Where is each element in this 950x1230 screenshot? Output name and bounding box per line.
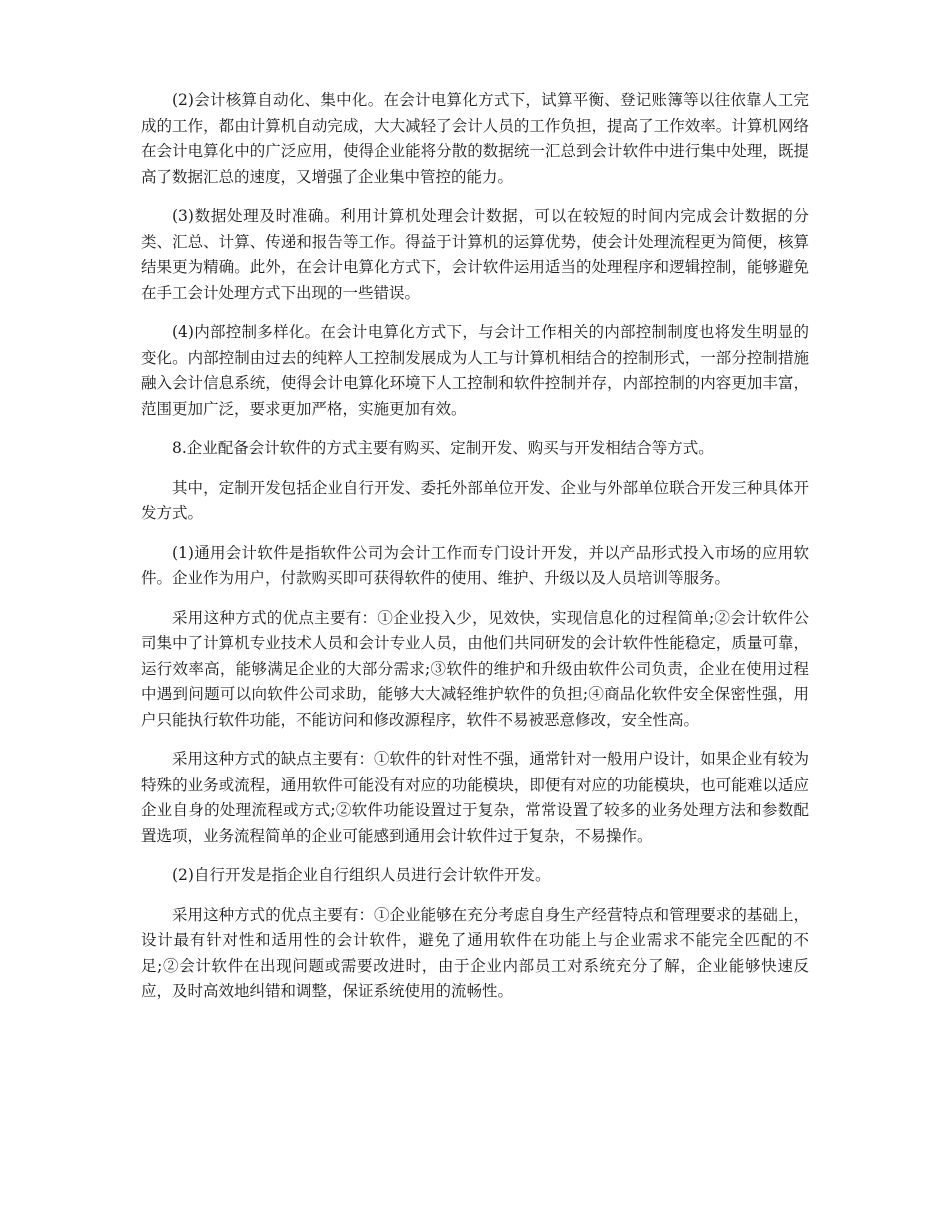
paragraph-self-development: (2)自行开发是指企业自行组织人员进行会计软件开发。: [172, 866, 551, 884]
paragraph-self-advantages: 采用这种方式的优点主要有：①企业能够在充分考虑自身生产经营特点和管理要求的基础上，设计最有针对性和适用性的会计软件，避免了通用软件在功能上与企业需求不能完全匹配的不足;②会计软件在出现问题或需要改进时，由于企业内部员工对系统充分了解，企业能够快速反应，及时高效地纠错和调整，保证系统使用的流畅性。: [141, 905, 809, 1000]
paragraph-software-acquisition: 8.企业配备会计软件的方式主要有购买、定制开发、购买与开发相结合等方式。: [172, 439, 714, 457]
paragraph-accounting-automation: (2)会计核算自动化、集中化。在会计电算化方式下，试算平衡、登记账簿等以往依靠人工完成的工作，都由计算机自动完成，大大减轻了会计人员的工作负担，提高了工作效率。计算机网络在会计电算化中的广泛应用，使得企业能将分散的数据统一汇总到会计软件中进行集中处理，既提高了数据汇总的速度，又增强了企业集中管控的能力。: [141, 91, 809, 186]
document-page: [141, 88, 809, 1019]
paragraph-data-processing: (3)数据处理及时准确。利用计算机处理会计数据，可以在较短的时间内完成会计数据的分类、汇总、计算、传递和报告等工作。得益于计算机的运算优势，使会计处理流程更为简便，核算结果更为精确。此外，在会计电算化方式下，会计软件运用适当的处理程序和逻辑控制，能够避免在手工会计处理方式下出现的一些错误。: [141, 207, 809, 302]
paragraph-custom-development: 其中，定制开发包括企业自行开发、委托外部单位开发、企业与外部单位联合开发三种具体开发方式。: [141, 478, 809, 522]
paragraph-general-disadvantages: 采用这种方式的缺点主要有：①软件的针对性不强，通常针对一般用户设计，如果企业有较为特殊的业务或流程，通用软件可能没有对应的功能模块，即便有对应的功能模块，也可能难以适应企业自身的处理流程或方式;②软件功能设置过于复杂，常常设置了较多的业务处理方法和参数配置选项，业务流程简单的企业可能感到通用会计软件过于复杂，不易操作。: [141, 750, 809, 845]
paragraph-internal-control: (4)内部控制多样化。在会计电算化方式下，与会计工作相关的内部控制制度也将发生明显的变化。内部控制由过去的纯粹人工控制发展成为人工与计算机相结合的控制形式，一部分控制措施融入会计信息系统，使得会计电算化环境下人工控制和软件控制并存，内部控制的内容更加丰富，范围更加广泛，要求更加严格，实施更加有效。: [141, 323, 809, 418]
paragraph-general-advantages: 采用这种方式的优点主要有：①企业投入少，见效快，实现信息化的过程简单;②会计软件公司集中了计算机专业技术人员和会计专业人员，由他们共同研发的会计软件性能稳定，质量可靠，运行效率高，能够满足企业的大部分需求;③软件的维护和升级由软件公司负责，企业在使用过程中遇到问题可以向软件公司求助，能够大大减轻维护软件的负担;④商品化软件安全保密性强，用户只能执行软件功能，不能访问和修改源程序，软件不易被恶意修改，安全性高。: [141, 608, 809, 729]
paragraph-general-software: (1)通用会计软件是指软件公司为会计工作而专门设计开发，并以产品形式投入市场的应用软件。企业作为用户，付款购买即可获得软件的使用、维护、升级以及人员培训等服务。: [141, 543, 809, 587]
